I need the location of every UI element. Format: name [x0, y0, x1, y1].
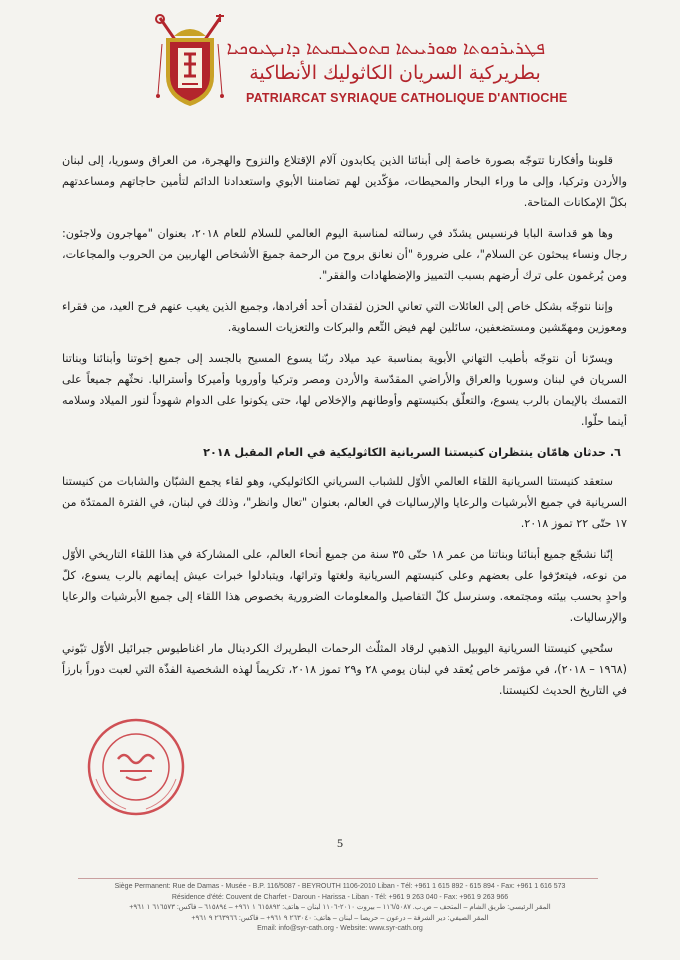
footer-contact: Email: info@syr-cath.org - Website: www.syr-cath.org — [257, 925, 423, 932]
paragraph: ستُحيي كنيستنا السريانية اليوبيل الذهبي لرقاد المثلّث الرحمات البطريرك الكردينال مار اغناطيوس جبرائيل الأوّل تبّوني (١٩٦٨ – ٢٠١٨)، في مؤتمر خاص يُعقد في لبنان يومي ٢٨ و٢٩ تموز ٢٠١٨، تكريماً لهذه الشخصية الفذّة التي لعبت دوراً بارزاً في التاريخ الحديث لكنيستنا. — [62, 642, 627, 697]
letter-body — [62, 150, 627, 711]
footer-divider — [78, 878, 598, 879]
footer-address-summer: Résidence d'été: Couvent de Charfet - Daroun - Harissa - Liban - Tél: +961 9 263 040 - Fax: +961 9 263 966 — [171, 893, 509, 901]
paragraph: قلوبنا وأفكارنا تتوجّه بصورة خاصة إلى أبنائنا الذين يكابدون آلام الإقتلاع والنزوح والهجرة، من العراق وسوريا، إلى لبنان والأردن وتركيا، وإلى ما وراء البحار والمحيطات، مؤكّدين لهم تضامننا الأبوي واستعدادنا الدائم لتأمين حاجاتهم ومساعدتهم بكلّ الإمكانات المتاحة. — [62, 154, 627, 209]
paragraph: وإننا نتوجّه بشكل خاص إلى العائلات التي تعاني الحزن لفقدان أحد أفرادها، وجميع الذين يغيب عنهم فرح العيد، من فقراء ومعوزين ومهمّشين ومستضعفين، سائلين لهم فيض النِّعم والبركات والتعزيات السماوية. — [62, 300, 627, 334]
paragraph: وها هو قداسة البابا فرنسيس يشدّد في رسالته لمناسبة اليوم العالمي للسلام للعام ٢٠١٨، بعنوان "مهاجرون ولاجئون: رجال ونساء يبحثون عن السلام"، على ضرورة "أن نعانق بروح من الرحمة جميعَ الأشخاص الهاربين من الحروب والمجاعات، ومن يُرغمون على ترك أرضهم بسبب التمييز والإضطهادات والفقر". — [62, 227, 627, 282]
footer-address-arabic-summer: المقر الصيفي: دير الشرفة – درعون – حريصا – لبنان – هاتف: ٢٦٣٠٤٠ ٩ ٩٦١+ – فاكس: ٢٦٣٩٦٦ ٩ ٩٦١+ — [191, 914, 489, 922]
header-french-title: PATRIARCAT SYRIAQUE CATHOLIQUE D'ANTIOCHE — [246, 91, 568, 105]
footer-address-arabic: المقر الرئيسي: طريق الشام – المتحف – ص.ب. ١١٦/٥٠٨٧ – بيروت ٢٠١٠-١١٠٦ لبنان – هاتف: ٦١٥٨٩٢ ١ ٩٦١+ – ٦١٥٨٩٤ – فاكس: ٦١٦٥٧٣ ١ ٩٦١+ — [129, 904, 551, 911]
section-heading: ٦. حدثان هامّان ينتظران كنيستنا السريانية الكاثوليكية في العام المقبل ٢٠١٨ — [203, 446, 621, 459]
letterhead-footer — [0, 882, 680, 935]
header-syriac-title: ܦܛܪܝܪܟܘܬܐ ܣܘܪܝܝܬܐ ܩܬܘܠܝܩܝܬܐ ܕܐܢܛܝܘܟܝܐ — [226, 38, 545, 59]
footer-address-permanent: Siège Permanent: Rue de Damas - Musée - B.P. 116/5087 - BEYROUTH 1106-2010 Liban - Tél: +961 1 615 892 - 615 894 - Fax: +961 1 616 573 — [114, 883, 566, 890]
header-arabic-title: بطريركية السريان الكاثوليك الأنطاكية — [249, 62, 541, 84]
paragraph: إنّنا نشجّع جميع أبنائنا وبناتنا من عمر ١٨ حتّى ٣٥ سنة من جميع أنحاء العالم، على المشاركة في هذا اللقاء التاريخي الأوّل من نوعه، فيتعرّفوا على بعضهم وعلى كنيستهم السريانية ولغتها وتراثها، ويتبادلوا خبرات عيش إيمانهم بالرب يسوع، كلّ واحدٍ بحسب بيئته ومجتمعه. وسنرسل كلّ التفاصيل والمعلومات الضرورية بخصوص هذا اللقاء إلى جميع الأبرشيات والرعايا والإرساليات. — [62, 548, 627, 624]
paragraph: ويسرّنا أن نتوجّه بأطيب التهاني الأبوية بمناسبة عيد ميلاد ربّنا يسوع المسيح بالجسد إلى جميع إخوتنا وأبنائنا وبناتنا السريان في لبنان وسوريا والعراق والأراضي المقدّسة والأردن ومصر وتركيا وأوروبا وأميركا وأستراليا. نحثّهم جميعاً على التمسك بالإيمان بالرب يسوع، والتعلّق بكنيستهم وأوطانهم والإخلاص لها، حتى يكونوا على الدوام شهوداً لنور الميلاد وسلامه أينما حلّوا. — [62, 352, 627, 428]
official-seal-stamp — [86, 717, 186, 817]
paragraph: ستعقد كنيستنا السريانية اللقاء العالمي الأوّل للشباب السرياني الكاثوليكي، وهو لقاء يجمع الشبّان والشابات من كنيستنا السريانية في جميع الأبرشيات والرعايا والإرساليات في العالم، بعنوان "تعال وانظر"، وذلك في لبنان، في الفترة الممتدّة من ١٧ حتّى ٢٢ تموز ٢٠١٨. — [62, 475, 627, 530]
patriarchate-crest-icon — [148, 14, 232, 110]
page-number: 5 — [337, 836, 343, 850]
